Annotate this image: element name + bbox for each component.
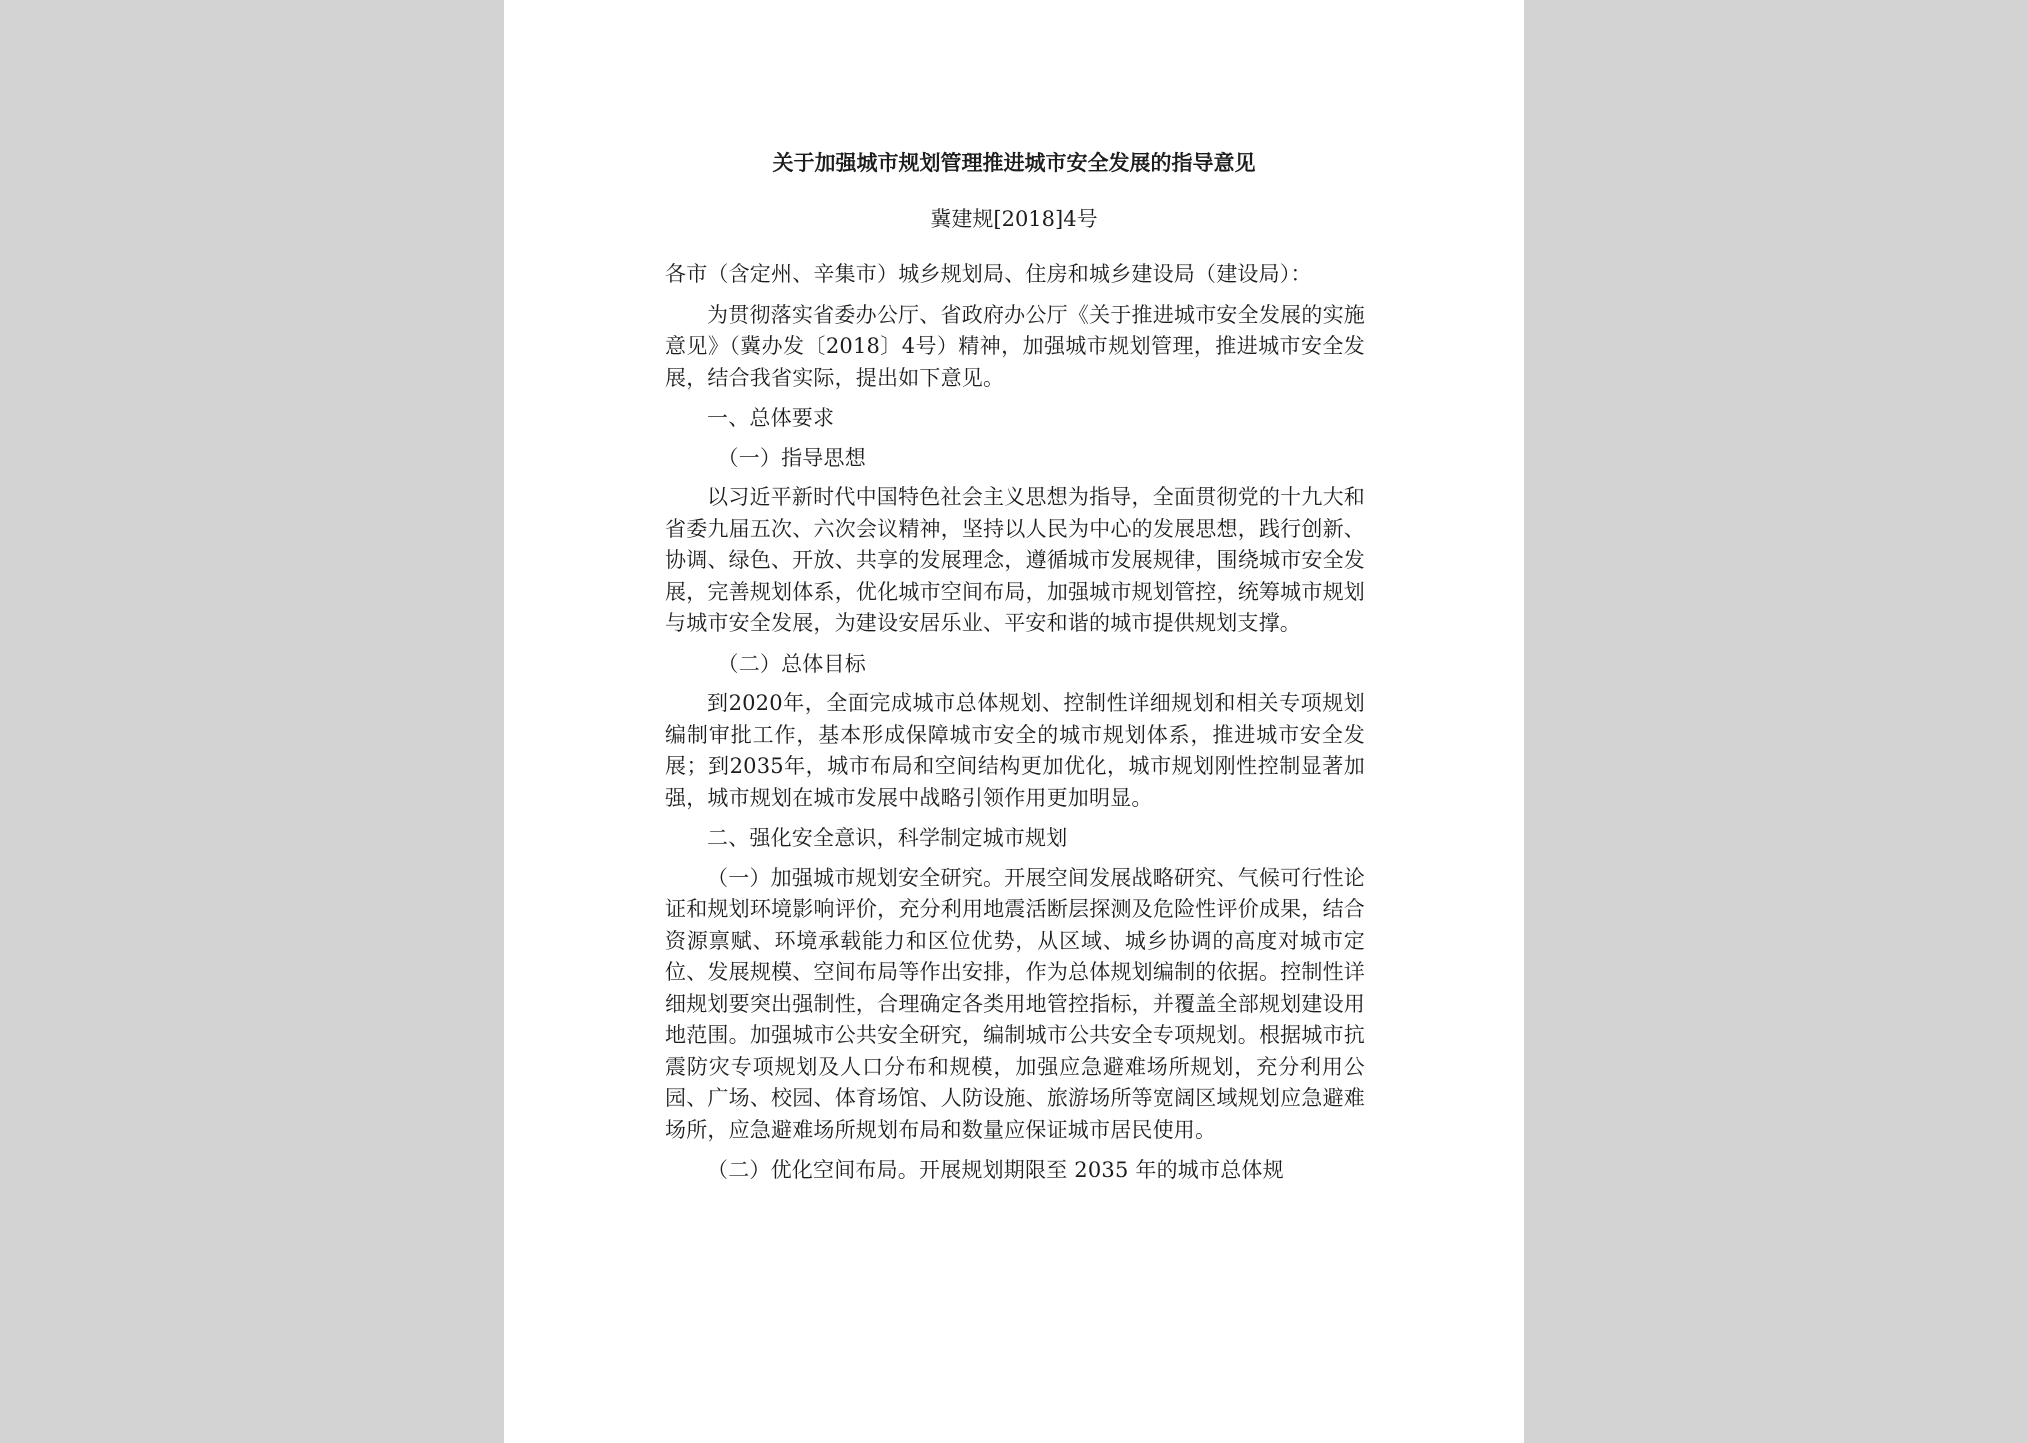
document-title: 关于加强城市规划管理推进城市安全发展的指导意见 xyxy=(772,150,1256,175)
recipients-paragraph: 各市（含定州、辛集市）城乡规划局、住房和城乡建设局（建设局）： xyxy=(665,262,1312,286)
overall-goal-paragraph: 到2020年，全面完成城市总体规划、控制性详细规划和相关专项规划编制审批工作，基本形成保障城市安全的城市规划体系，推进城市安全发展；到2035年，城市布局和空间结构更加优化，城市规划刚性控制显著加强，城市规划在城市发展中战略引领作用更加明显。 xyxy=(665,691,1365,810)
section-1-heading: 一、总体要求 xyxy=(707,406,835,430)
section-2-item-1-paragraph: （一）加强城市规划安全研究。开展空间发展战略研究、气候可行性论证和规划环境影响评价，充分利用地震活断层探测及危险性评价成果，结合资源禀赋、环境承载能力和区位优势，从区域、城乡协调的高度对城市定位、发展规模、空间布局等作出安排，作为总体规划编制的依据。控制性详细规划要突出强制性，合理确定各类用地管控指标，并覆盖全部规划建设用地范围。加强城市公共安全研究，编制城市公共安全专项规划。根据城市抗震防灾专项规划及人口分布和规模，加强应急避难场所规划，充分利用公园、广场、校园、体育场馆、人防设施、旅游场所等宽阔区域规划应急避难场所，应急避难场所规划布局和数量应保证城市居民使用。 xyxy=(665,865,1365,1142)
section-2-heading: 二、强化安全意识，科学制定城市规划 xyxy=(707,826,1068,850)
section-1-subheading-1: （一）指导思想 xyxy=(717,445,866,470)
document-page xyxy=(504,0,1524,1443)
guiding-ideology-paragraph: 以习近平新时代中国特色社会主义思想为指导，全面贯彻党的十九大和省委九届五次、六次会议精神，坚持以人民为中心的发展思想，践行创新、协调、绿色、开放、共享的发展理念，遵循城市发展规律，围绕城市安全发展，完善规划体系，优化城市空间布局，加强城市规划管控，统筹城市规划与城市安全发展，为建设安居乐业、平安和谐的城市提供规划支撑。 xyxy=(665,485,1365,635)
section-1-subheading-2: （二）总体目标 xyxy=(717,651,866,676)
document-number: 冀建规[2018]4号 xyxy=(930,207,1098,231)
intro-paragraph: 为贯彻落实省委办公厅、省政府办公厅《关于推进城市安全发展的实施意见》（冀办发〔2018〕4号）精神，加强城市规划管理，推进城市安全发展，结合我省实际，提出如下意见。 xyxy=(665,302,1365,390)
section-2-item-2-paragraph: （二）优化空间布局。开展规划期限至 2035 年的城市总体规 xyxy=(707,1158,1284,1182)
document-body xyxy=(665,259,1365,1196)
